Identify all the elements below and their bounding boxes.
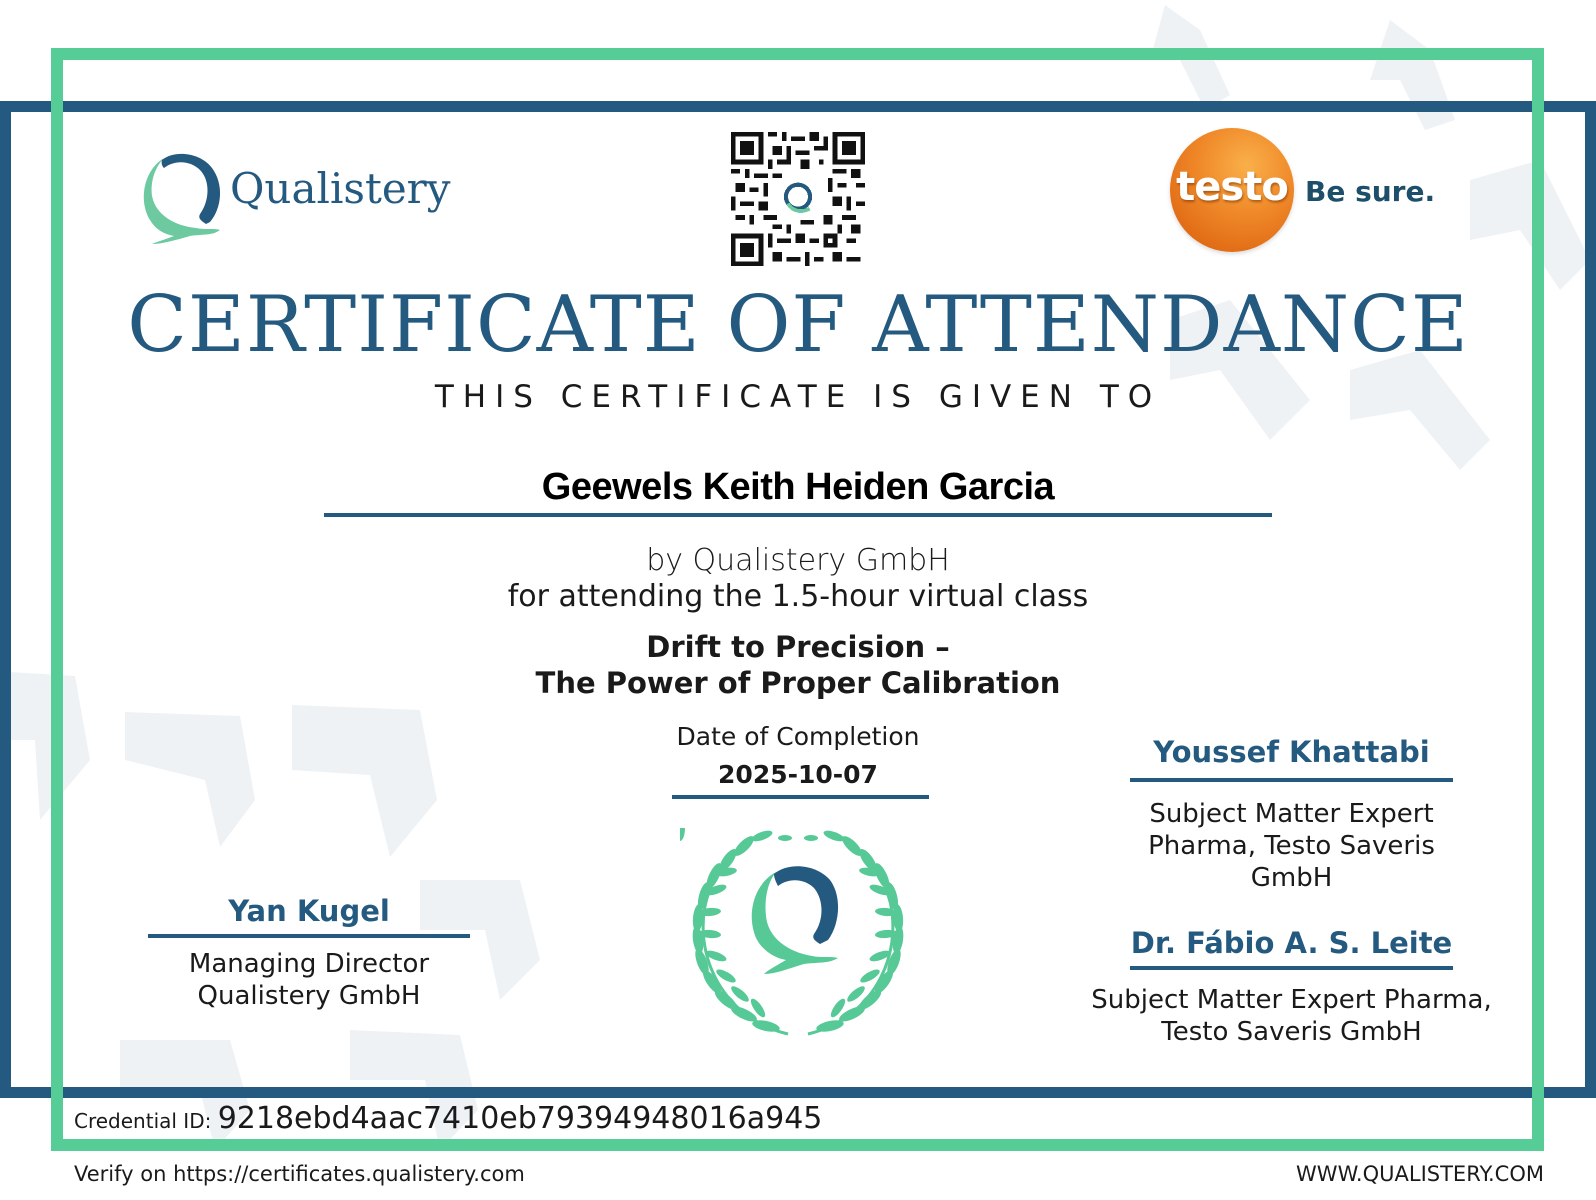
qr-code-icon[interactable]	[731, 132, 865, 266]
credential-id-value: 9218ebd4aac7410eb79394948016a945	[217, 1101, 823, 1136]
role-line: Managing Director	[188, 949, 430, 979]
testo-brand-text: testo	[1176, 164, 1288, 210]
signatory-role-youssef-khattabi	[1110, 798, 1473, 894]
recipient-name: Geewels Keith Heiden Garcia	[541, 466, 1055, 508]
signatory-name-youssef-khattabi: Youssef Khattabi	[1153, 735, 1430, 769]
attendance-line: for attending the 1.5-hour virtual class	[507, 579, 1089, 614]
signature-line-yan-kugel	[148, 934, 470, 938]
testo-tagline: Be sure.	[1305, 175, 1436, 208]
role-line: Subject Matter Expert Pharma,	[1091, 985, 1492, 1015]
qualistery-logo-text: Qualistery	[230, 164, 451, 213]
credential-id-label: Credential ID:	[74, 1109, 218, 1133]
website-link[interactable]: WWW.QUALISTERY.COM	[1296, 1162, 1544, 1186]
role-line: Testo Saveris GmbH	[1161, 1017, 1422, 1047]
credential-id-row	[74, 1101, 822, 1136]
role-line: Qualistery GmbH	[197, 981, 421, 1011]
course-title-line-1: Drift to Precision –	[646, 630, 950, 664]
role-line: Subject Matter Expert	[1149, 799, 1434, 829]
date-underline	[672, 795, 929, 799]
laurel-seal-icon	[680, 828, 916, 1042]
qualistery-q-logo-icon	[134, 150, 230, 244]
certificate-subtitle: THIS CERTIFICATE IS GIVEN TO	[434, 379, 1162, 415]
recipient-underline	[324, 513, 1272, 517]
signature-line-fabio-leite	[1130, 966, 1453, 970]
signatory-role-yan-kugel	[118, 948, 500, 1012]
course-title-line-2: The Power of Proper Calibration	[535, 666, 1061, 700]
signatory-name-fabio-leite: Dr. Fábio A. S. Leite	[1130, 926, 1453, 960]
certificate-title: CERTIFICATE OF ATTENDANCE	[127, 280, 1469, 370]
verify-link[interactable]: Verify on https://certificates.qualistery.com	[74, 1162, 525, 1186]
signatory-role-fabio-leite	[1060, 984, 1523, 1048]
date-value: 2025-10-07	[718, 760, 878, 789]
date-label: Date of Completion	[676, 722, 920, 751]
role-line: Pharma, Testo Saveris	[1148, 831, 1435, 861]
issuer-line: by Qualistery GmbH	[646, 543, 950, 578]
role-line: GmbH	[1250, 863, 1333, 893]
signatory-name-yan-kugel: Yan Kugel	[228, 894, 390, 928]
signature-line-youssef-khattabi	[1130, 778, 1453, 782]
